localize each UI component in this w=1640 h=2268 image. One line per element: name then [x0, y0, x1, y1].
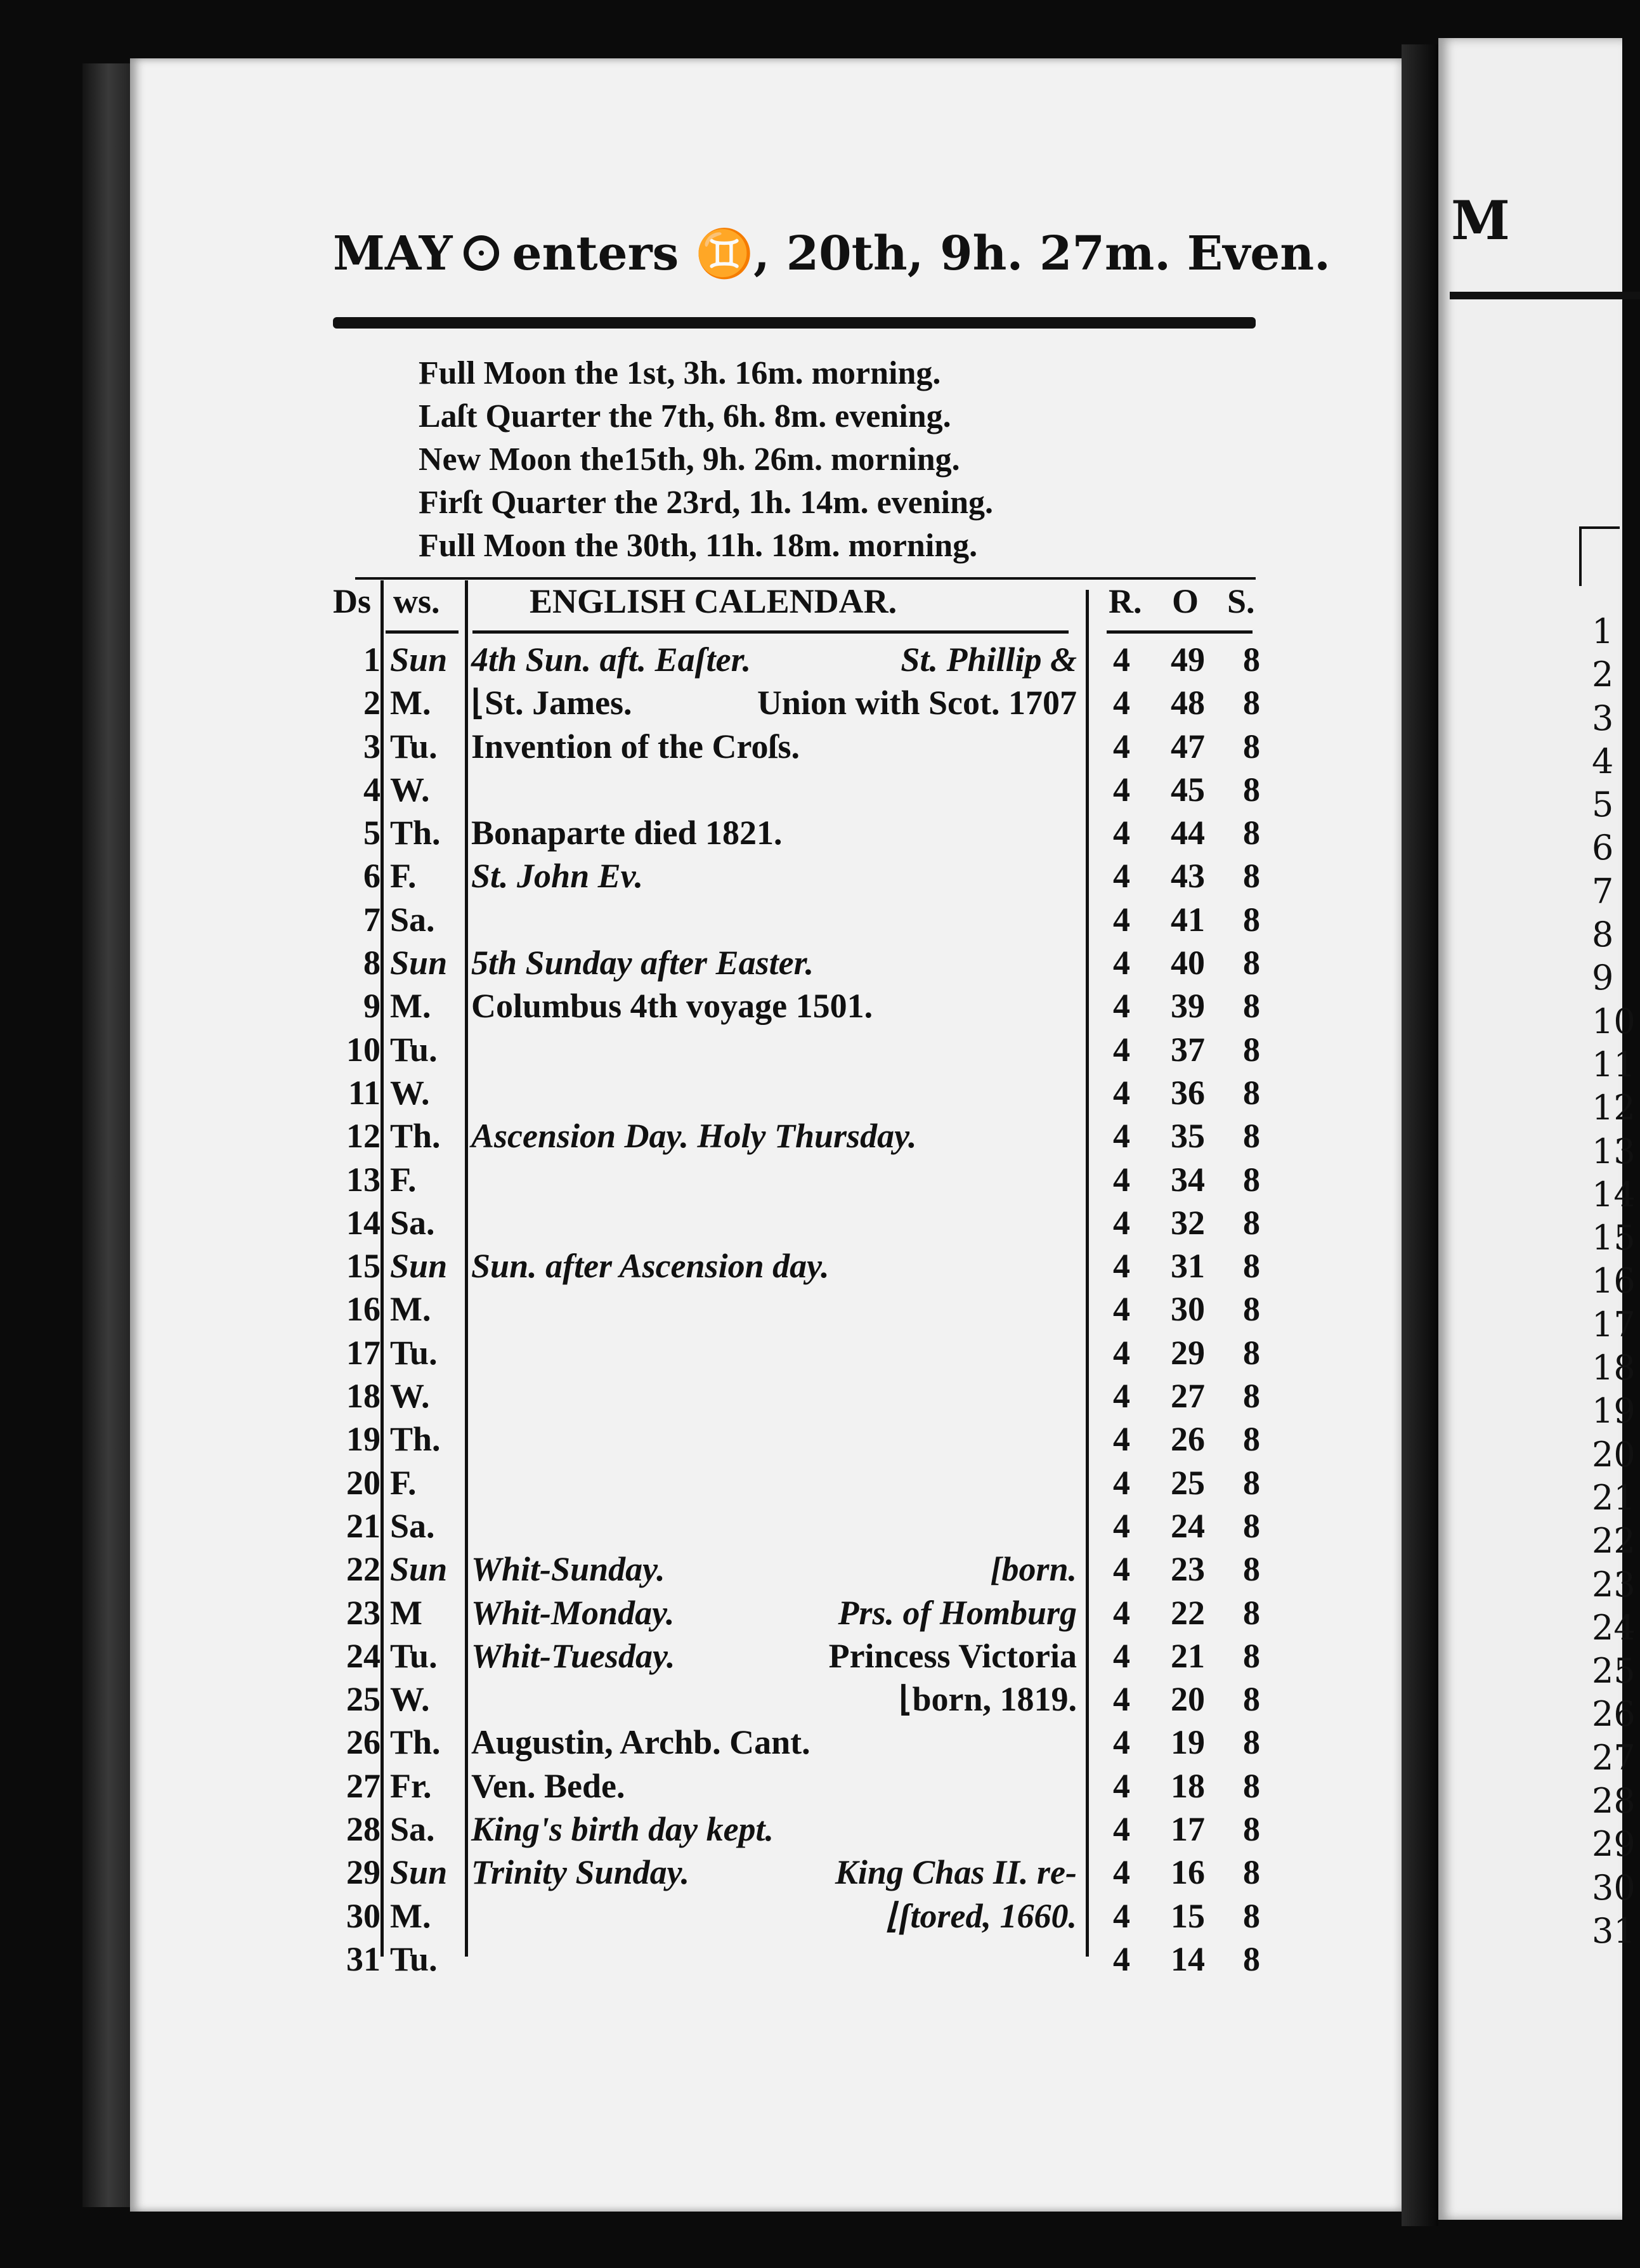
calendar-event-right: Princess Victoria — [828, 1636, 1077, 1675]
sunrise-hour: 4 — [1113, 814, 1130, 852]
sunset-hour: 8 — [1243, 987, 1260, 1026]
table-row — [327, 1287, 1278, 1331]
facing-day-number: 5 — [1592, 785, 1614, 825]
table-row — [327, 984, 1278, 1027]
sunrise-minute: 20 — [1171, 1680, 1205, 1719]
sunrise-hour: 4 — [1113, 857, 1130, 896]
sunrise-hour: 4 — [1113, 1160, 1130, 1199]
calendar-event: Whit-Monday. — [471, 1593, 675, 1632]
calendar-event: King's birth day kept. — [471, 1810, 774, 1849]
sunrise-hour: 4 — [1113, 641, 1130, 679]
moon-phase-line: New Moon the15th, 9h. 26m. morning. — [419, 441, 960, 478]
sunset-hour: 8 — [1243, 1506, 1260, 1545]
day-number: 9 — [363, 987, 381, 1026]
day-number: 19 — [346, 1420, 381, 1459]
calendar-event: Invention of the Croſs. — [471, 727, 800, 766]
table-row — [327, 1114, 1278, 1157]
weekday: M — [390, 1593, 422, 1632]
day-number: 4 — [363, 770, 381, 809]
sunset-hour: 8 — [1243, 1810, 1260, 1849]
calendar-event-right: [born. — [990, 1550, 1077, 1589]
day-number: 18 — [346, 1377, 381, 1416]
sunset-hour: 8 — [1243, 1853, 1260, 1892]
table-row — [327, 854, 1278, 897]
weekday: Sun — [390, 641, 448, 679]
column-head-calendar: ENGLISH CALENDAR. — [530, 582, 897, 620]
calendar-table — [327, 638, 1278, 1981]
sunrise-hour: 4 — [1113, 684, 1130, 722]
calendar-head-rule — [472, 630, 1069, 634]
table-row — [327, 1808, 1278, 1851]
table-row — [327, 1634, 1278, 1678]
day-number: 22 — [346, 1550, 381, 1589]
day-number: 6 — [363, 857, 381, 896]
sunrise-hour: 4 — [1113, 1593, 1130, 1632]
moon-phase-line: Full Moon the 30th, 11h. 18m. morning. — [419, 528, 978, 564]
sunrise-minute: 31 — [1171, 1247, 1205, 1286]
facing-day-number: 24 — [1592, 1607, 1636, 1648]
facing-day-number: 23 — [1592, 1564, 1636, 1605]
sunrise-minute: 30 — [1171, 1290, 1205, 1329]
sunrise-minute: 22 — [1171, 1593, 1205, 1632]
sunset-hour: 8 — [1243, 1160, 1260, 1199]
weekday: Tu. — [390, 727, 438, 766]
weekday: M. — [390, 1896, 431, 1935]
sunrise-minute: 44 — [1171, 814, 1205, 852]
calendar-event: Augustin, Archb. Cant. — [471, 1723, 810, 1762]
sunrise-minute: 15 — [1171, 1896, 1205, 1935]
sunset-hour: 8 — [1243, 1073, 1260, 1112]
day-number: 24 — [346, 1636, 381, 1675]
sunrise-hour: 4 — [1113, 1810, 1130, 1849]
sunrise-hour: 4 — [1113, 1247, 1130, 1286]
weekday: F. — [390, 1463, 417, 1502]
sign-text-after: , 20th, 9h. 27m. Even. — [753, 226, 1331, 281]
column-head-weekday: ws. — [393, 582, 440, 620]
column-head-rise: R. — [1109, 582, 1142, 620]
sunrise-hour: 4 — [1113, 1073, 1130, 1112]
facing-day-number: 21 — [1592, 1477, 1636, 1518]
sunset-hour: 8 — [1243, 1593, 1260, 1632]
sunset-hour: 8 — [1243, 944, 1260, 982]
page-title — [333, 225, 1331, 282]
calendar-event-right: ⌊ſtored, 1660. — [885, 1896, 1077, 1935]
day-number: 12 — [346, 1117, 381, 1156]
sunset-hour: 8 — [1243, 1290, 1260, 1329]
facing-day-number: 27 — [1592, 1737, 1636, 1778]
day-number: 20 — [346, 1463, 381, 1502]
weekday: Sa. — [390, 900, 435, 939]
table-row — [327, 681, 1278, 724]
weekday: Th. — [390, 1723, 441, 1762]
sunset-hour: 8 — [1243, 770, 1260, 809]
weekday: Tu. — [390, 1939, 438, 1978]
sun-symbol-icon — [464, 235, 499, 271]
day-number: 13 — [346, 1160, 381, 1199]
sunrise-minute: 14 — [1171, 1939, 1205, 1978]
table-row — [327, 1374, 1278, 1418]
weekday: Sa. — [390, 1810, 435, 1849]
sunrise-minute: 21 — [1171, 1636, 1205, 1675]
facing-day-number: 8 — [1592, 915, 1614, 955]
sunset-hour: 8 — [1243, 1377, 1260, 1416]
sunset-hour: 8 — [1243, 1333, 1260, 1372]
sunset-hour: 8 — [1243, 1766, 1260, 1805]
sunrise-minute: 23 — [1171, 1550, 1205, 1589]
sunrise-hour: 4 — [1113, 1506, 1130, 1545]
column-head-set: S. — [1227, 582, 1255, 620]
facing-day-number: 18 — [1592, 1348, 1636, 1388]
weekday: Tu. — [390, 1030, 438, 1069]
calendar-event: Sun. after Ascension day. — [471, 1247, 830, 1286]
sunrise-minute: 25 — [1171, 1463, 1205, 1502]
sunset-hour: 8 — [1243, 1247, 1260, 1286]
weekday: Th. — [390, 814, 441, 852]
sunrise-minute: 18 — [1171, 1766, 1205, 1805]
moon-phase-line: Full Moon the 1st, 3h. 16m. morning. — [419, 355, 941, 391]
weekday: Sun — [390, 1550, 448, 1589]
sunrise-minute: 39 — [1171, 987, 1205, 1026]
table-row — [327, 1851, 1278, 1894]
weekday: W. — [390, 1377, 430, 1416]
sunrise-hour: 4 — [1113, 1680, 1130, 1719]
facing-header-rule — [1450, 292, 1640, 299]
facing-day-number: 10 — [1592, 1001, 1636, 1041]
calendar-event-right: Prs. of Homburg — [838, 1593, 1077, 1632]
sunrise-hour: 4 — [1113, 944, 1130, 982]
sunrise-hour: 4 — [1113, 900, 1130, 939]
weekday-head-rule — [386, 630, 459, 634]
sunset-hour: 8 — [1243, 814, 1260, 852]
facing-day-number: 30 — [1592, 1867, 1636, 1908]
calendar-event-right: Union with Scot. 1707 — [757, 684, 1077, 722]
facing-table-corner — [1579, 526, 1620, 586]
day-number: 16 — [346, 1290, 381, 1329]
facing-day-number: 9 — [1592, 958, 1614, 998]
table-row — [327, 1548, 1278, 1591]
calendar-event: Ascension Day. Holy Thursday. — [471, 1117, 917, 1156]
sunrise-minute: 19 — [1171, 1723, 1205, 1762]
weekday: W. — [390, 1073, 430, 1112]
sunrise-minute: 43 — [1171, 857, 1205, 896]
sunrise-minute: 45 — [1171, 770, 1205, 809]
calendar-event-right: ⌊born, 1819. — [899, 1680, 1077, 1719]
sunset-hour: 8 — [1243, 641, 1260, 679]
facing-header-fragment: M — [1451, 189, 1510, 252]
sunrise-hour: 4 — [1113, 1333, 1130, 1372]
day-number: 29 — [346, 1853, 381, 1892]
table-row — [327, 1764, 1278, 1808]
facing-day-number: 20 — [1592, 1434, 1636, 1475]
sunrise-hour: 4 — [1113, 987, 1130, 1026]
sun-head-rule — [1107, 630, 1253, 634]
sunset-hour: 8 — [1243, 1723, 1260, 1762]
table-row — [327, 1721, 1278, 1764]
sunrise-hour: 4 — [1113, 1463, 1130, 1502]
facing-day-number: 2 — [1592, 655, 1614, 695]
table-row — [327, 1938, 1278, 1981]
column-head-sun: O — [1172, 582, 1199, 620]
day-number: 7 — [363, 900, 381, 939]
sunset-hour: 8 — [1243, 1030, 1260, 1069]
calendar-event-right: King Chas II. re- — [835, 1853, 1077, 1892]
sunrise-hour: 4 — [1113, 1636, 1130, 1675]
sunrise-minute: 29 — [1171, 1333, 1205, 1372]
sunrise-hour: 4 — [1113, 1896, 1130, 1935]
facing-day-number: 4 — [1592, 741, 1614, 781]
weekday: Sa. — [390, 1506, 435, 1545]
table-row — [327, 768, 1278, 811]
sunrise-hour: 4 — [1113, 1030, 1130, 1069]
month-name: MAY — [333, 226, 453, 281]
sunset-hour: 8 — [1243, 727, 1260, 766]
sunrise-minute: 40 — [1171, 944, 1205, 982]
sunrise-hour: 4 — [1113, 1550, 1130, 1589]
facing-day-number: 31 — [1592, 1910, 1636, 1951]
table-row — [327, 1158, 1278, 1201]
sunset-hour: 8 — [1243, 900, 1260, 939]
day-number: 30 — [346, 1896, 381, 1935]
day-number: 15 — [346, 1247, 381, 1286]
table-row — [327, 811, 1278, 854]
header-rule — [333, 317, 1256, 329]
table-row — [327, 1504, 1278, 1548]
table-row — [327, 1028, 1278, 1071]
day-number: 1 — [363, 641, 381, 679]
facing-day-number: 7 — [1592, 871, 1614, 911]
facing-day-number: 22 — [1592, 1521, 1636, 1561]
sunset-hour: 8 — [1243, 1117, 1260, 1156]
table-row — [327, 1201, 1278, 1244]
day-number: 3 — [363, 727, 381, 766]
sign-text-before: enters — [512, 226, 679, 281]
sunrise-hour: 4 — [1113, 1117, 1130, 1156]
day-number: 27 — [346, 1766, 381, 1805]
sunrise-hour: 4 — [1113, 1420, 1130, 1459]
day-number: 28 — [346, 1810, 381, 1849]
sunset-hour: 8 — [1243, 1636, 1260, 1675]
sunrise-hour: 4 — [1113, 1203, 1130, 1242]
weekday: W. — [390, 770, 430, 809]
sunset-hour: 8 — [1243, 1463, 1260, 1502]
facing-day-number: 29 — [1592, 1824, 1636, 1865]
sunset-hour: 8 — [1243, 1939, 1260, 1978]
weekday: M. — [390, 684, 431, 722]
sunrise-minute: 47 — [1171, 727, 1205, 766]
calendar-event: Bonaparte died 1821. — [471, 814, 783, 852]
sunrise-hour: 4 — [1113, 1766, 1130, 1805]
column-head-days: Ds — [333, 582, 372, 620]
facing-day-number: 26 — [1592, 1694, 1636, 1735]
weekday: Tu. — [390, 1636, 438, 1675]
facing-day-number: 14 — [1592, 1174, 1636, 1215]
day-number: 21 — [346, 1506, 381, 1545]
sunrise-minute: 27 — [1171, 1377, 1205, 1416]
sunrise-hour: 4 — [1113, 1939, 1130, 1978]
facing-day-number: 13 — [1592, 1131, 1636, 1171]
sunrise-minute: 36 — [1171, 1073, 1205, 1112]
facing-day-number: 19 — [1592, 1391, 1636, 1431]
weekday: Th. — [390, 1420, 441, 1459]
day-number: 26 — [346, 1723, 381, 1762]
weekday: Sun — [390, 944, 448, 982]
table-row — [327, 725, 1278, 768]
sunrise-minute: 17 — [1171, 1810, 1205, 1849]
day-number: 25 — [346, 1680, 381, 1719]
weekday: F. — [390, 1160, 417, 1199]
sunset-hour: 8 — [1243, 1550, 1260, 1589]
table-row — [327, 1071, 1278, 1114]
facing-day-number: 3 — [1592, 698, 1614, 738]
table-row — [327, 941, 1278, 984]
sunrise-hour: 4 — [1113, 1290, 1130, 1329]
sunrise-minute: 34 — [1171, 1160, 1205, 1199]
facing-page — [1438, 38, 1636, 2220]
table-row — [327, 1418, 1278, 1461]
day-number: 2 — [363, 684, 381, 722]
sunrise-minute: 49 — [1171, 641, 1205, 679]
gemini-sign-icon: ♊ — [695, 226, 754, 281]
moon-phases — [419, 352, 993, 568]
calendar-event: St. John Ev. — [471, 857, 644, 896]
weekday: W. — [390, 1680, 430, 1719]
weekday: Sun — [390, 1247, 448, 1286]
sunrise-hour: 4 — [1113, 1853, 1130, 1892]
calendar-event: Trinity Sunday. — [471, 1853, 690, 1892]
facing-day-number: 17 — [1592, 1304, 1636, 1345]
sunrise-minute: 16 — [1171, 1853, 1205, 1892]
facing-day-number: 28 — [1592, 1781, 1636, 1822]
calendar-event: Whit-Tuesday. — [471, 1636, 675, 1675]
table-row — [327, 898, 1278, 941]
day-number: 8 — [363, 944, 381, 982]
facing-day-number: 16 — [1592, 1261, 1636, 1301]
day-number: 23 — [346, 1593, 381, 1632]
sunrise-minute: 41 — [1171, 900, 1205, 939]
sunrise-minute: 26 — [1171, 1420, 1205, 1459]
weekday: Sun — [390, 1853, 448, 1892]
table-row — [327, 1678, 1278, 1721]
table-row — [327, 1461, 1278, 1504]
weekday: Th. — [390, 1117, 441, 1156]
day-number: 10 — [346, 1030, 381, 1069]
table-row — [327, 1244, 1278, 1287]
table-row — [327, 1894, 1278, 1938]
day-number: 31 — [346, 1939, 381, 1978]
page-gutter — [1402, 44, 1438, 2226]
calendar-event: Whit-Sunday. — [471, 1550, 665, 1589]
sunrise-minute: 35 — [1171, 1117, 1205, 1156]
sunrise-hour: 4 — [1113, 727, 1130, 766]
facing-day-numbers — [1592, 610, 1636, 1953]
moon-phase-line: Firſt Quarter the 23rd, 1h. 14m. evening. — [419, 485, 994, 521]
sunset-hour: 8 — [1243, 1680, 1260, 1719]
sunset-hour: 8 — [1243, 684, 1260, 722]
day-number: 5 — [363, 814, 381, 852]
calendar-event: 4th Sun. aft. Eaſter. — [471, 641, 752, 679]
day-number: 14 — [346, 1203, 381, 1242]
sunrise-hour: 4 — [1113, 1377, 1130, 1416]
weekday: M. — [390, 1290, 431, 1329]
sunrise-hour: 4 — [1113, 770, 1130, 809]
sunrise-minute: 24 — [1171, 1506, 1205, 1545]
sunset-hour: 8 — [1243, 1896, 1260, 1935]
weekday: Tu. — [390, 1333, 438, 1372]
day-number: 11 — [348, 1073, 381, 1112]
weekday: M. — [390, 987, 431, 1026]
sunrise-minute: 48 — [1171, 684, 1205, 722]
facing-day-number: 25 — [1592, 1651, 1636, 1691]
sunrise-hour: 4 — [1113, 1723, 1130, 1762]
table-row — [327, 1331, 1278, 1374]
calendar-event-right: St. Phillip & — [901, 641, 1077, 679]
facing-day-number: 11 — [1592, 1044, 1636, 1085]
facing-day-number: 15 — [1592, 1218, 1636, 1258]
weekday: Sa. — [390, 1203, 435, 1242]
weekday: Fr. — [390, 1766, 432, 1805]
facing-day-number: 6 — [1592, 828, 1614, 868]
moon-phase-line: Laſt Quarter the 7th, 6h. 8m. evening. — [419, 398, 951, 434]
weekday: F. — [390, 857, 417, 896]
day-number: 17 — [346, 1333, 381, 1372]
sunset-hour: 8 — [1243, 1203, 1260, 1242]
sunset-hour: 8 — [1243, 1420, 1260, 1459]
calendar-event: Columbus 4th voyage 1501. — [471, 987, 873, 1026]
sunrise-minute: 32 — [1171, 1203, 1205, 1242]
sunset-hour: 8 — [1243, 857, 1260, 896]
table-row — [327, 638, 1278, 681]
sunrise-minute: 37 — [1171, 1030, 1205, 1069]
calendar-event: 5th Sunday after Easter. — [471, 944, 814, 982]
facing-day-number: 12 — [1592, 1088, 1636, 1128]
calendar-event: Ven. Bede. — [471, 1766, 625, 1805]
facing-day-number: 1 — [1592, 611, 1614, 651]
calendar-event: ⌊St. James. — [471, 684, 632, 722]
table-row — [327, 1591, 1278, 1634]
